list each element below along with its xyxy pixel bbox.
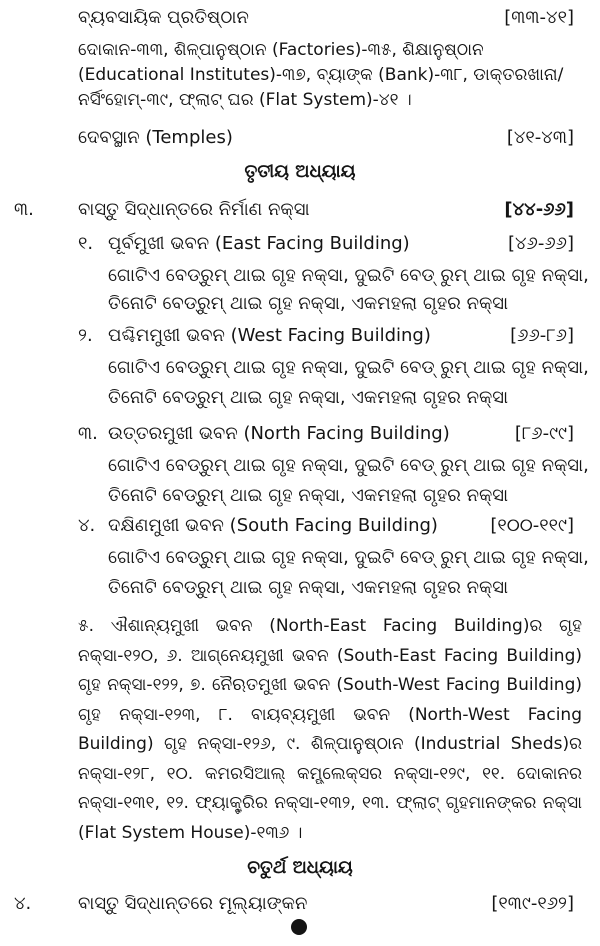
item-detail-line: ଗୋଟିଏ ବେଡ୍‌ରୁମ୍ ଥାଇ ଗୃହ ନକ୍ସା, ଦୁଇଟି ବେଡ୍ ରୁମ୍ ଥାଇ ଗୃହ ନକ୍ସା,	[108, 357, 589, 378]
item-title: ଦକ୍ଷିଣମୁଖୀ ଭବନ (South Facing Building)	[108, 515, 438, 536]
item-detail-line: ଗୋଟିଏ ବେଡ୍‌ରୁମ୍ ଥାଇ ଗୃହ ନକ୍ସା, ଦୁଇଟି ବେଡ୍ ରୁମ୍ ଥାଇ ଗୃହ ନକ୍ସା,	[108, 455, 589, 476]
item-number: ୧.	[78, 233, 94, 254]
commercial-title: ବ୍ୟବସାୟିକ ପ୍ରତିଷ୍ଠାନ	[78, 7, 249, 28]
item-range: [୪୬-୬୬]	[508, 233, 574, 254]
item-detail-line: ତିନୋଟି ବେଡ୍‌ରୁମ୍ ଥାଇ ଗୃହ ନକ୍ସା, ଏକମହଲା ଗୃହର ନକ୍ସା	[108, 577, 509, 598]
item-number: ୩.	[78, 423, 98, 444]
item-range: [୧୦୦-୧୧୯]	[490, 515, 574, 536]
page-bullet-dot	[291, 919, 307, 935]
chapter3-other-plans: ୫. ଐଶାନ୍ୟମୁଖୀ ଭବନ (North-East Facing Building)ର ଗୃହ ନକ୍ସା-୧୨୦, ୬. ଆଗ୍ନେୟମୁଖୀ ଭବନ (South-East Facing Building) ଗୃହ ନକ୍ସା-୧୨୨, ୭. ନୈଋତମୁଖୀ ଭବନ (South-West Facing Building) ଗୃହ ନକ୍ସା-୧୨୩, ୮. ବାୟବ୍ୟମୁଖୀ ଭବନ (North-West Facing Building) ଗୃହ ନକ୍ସା-୧୨୬, ୯. ଶିଳ୍ପାନୁଷ୍ଠାନ (Industrial Sheds)ର ନକ୍ସା-୧୨୮, ୧୦. କମରସିଆଲ୍ କମ୍ପ୍ଲେକ୍ସର ନକ୍ସା-୧୨୯, ୧୧. ଦୋକାନର ନକ୍ସା-୧୩୧, ୧୨. ଫ୍ୟାକ୍ଟ୍ରିର ନକ୍ସା-୧୩୨, ୧୩. ଫ୍ଲାଟ୍ ଗୃହମାନଙ୍କର ନକ୍ସା (Flat System House)-୧୩୬ ।	[78, 616, 582, 843]
item-detail-line: ତିନୋଟି ବେଡ୍‌ରୁମ୍ ଥାଇ ଗୃହ ନକ୍ସା, ଏକମହଲା ଗୃହର ନକ୍ସା	[108, 293, 509, 314]
item-detail-line: ତିନୋଟି ବେଡ୍‌ରୁମ୍ ଥାଇ ଗୃହ ନକ୍ସା, ଏକମହଲା ଗୃହର ନକ୍ସା	[108, 387, 509, 408]
chapter4-heading: ଚତୁର୍ଥ ଅଧ୍ୟାୟ	[247, 857, 353, 878]
chapter3-heading: ତୃତୀୟ ଅଧ୍ୟାୟ	[244, 161, 356, 182]
temples-range: [୪୧-୪୩]	[506, 127, 574, 148]
item-title: ଉତ୍ତରମୁଖୀ ଭବନ (North Facing Building)	[108, 423, 450, 444]
commercial-details: ଦୋକାନ-୩୩, ଶିଳ୍ପାନୁଷ୍ଠାନ (Factories)-୩୫, ଶିକ୍ଷାନୁଷ୍ଠାନ (Educational Institutes)-୩୭, ବ୍ୟାଙ୍କ (Bank)-୩୮, ଡାକ୍ତରଖାନା/ନର୍ସିଂହୋମ୍-୩୯, ଫ୍ଲାଟ୍ ଘର (Flat System)-୪୧ ।	[78, 40, 564, 110]
item-number: ୨.	[78, 325, 93, 346]
chapter4-title: ବାସ୍ତୁ ସିଦ୍ଧାନ୍ତରେ ମୂଲ୍ୟାଙ୍କନ	[78, 893, 308, 914]
item-detail-line: ଗୋଟିଏ ବେଡ୍‌ରୁମ୍ ଥାଇ ଗୃହ ନକ୍ସା, ଦୁଇଟି ବେଡ୍ ରୁମ୍ ଥାଇ ଗୃହ ନକ୍ସା,	[108, 265, 589, 286]
item-title: ପଶ୍ଚିମମୁଖୀ ଭବନ (West Facing Building)	[108, 325, 431, 346]
chapter3-title: ବାସ୍ତୁ ସିଦ୍ଧାନ୍ତରେ ନିର୍ମାଣ ନକ୍ସା	[78, 199, 310, 220]
item-range: [୬୬-୮୬]	[510, 325, 574, 346]
commercial-range: [୩୩-୪୧]	[504, 7, 574, 28]
item-detail-line: ଗୋଟିଏ ବେଡ୍‌ରୁମ୍ ଥାଇ ଗୃହ ନକ୍ସା, ଦୁଇଟି ବେଡ୍ ରୁମ୍ ଥାଇ ଗୃହ ନକ୍ସା,	[108, 547, 589, 568]
item-number: ୪.	[78, 515, 96, 536]
item-title: ପୂର୍ବମୁଖୀ ଭବନ (East Facing Building)	[108, 233, 410, 254]
chapter3-range: [୪୪-୬୬]	[504, 199, 574, 220]
chapter4-range: [୧୩୯-୧୬୨]	[491, 893, 574, 914]
item-range: [୮୬-୯୯]	[514, 423, 574, 444]
item-detail-line: ତିନୋଟି ବେଡ୍‌ରୁମ୍ ଥାଇ ଗୃହ ନକ୍ସା, ଏକମହଲା ଗୃହର ନକ୍ସା	[108, 485, 509, 506]
chapter3-number: ୩.	[14, 199, 34, 220]
temples-title: ଦେବସ୍ଥାନ (Temples)	[78, 127, 233, 148]
chapter4-number: ୪.	[14, 893, 32, 914]
